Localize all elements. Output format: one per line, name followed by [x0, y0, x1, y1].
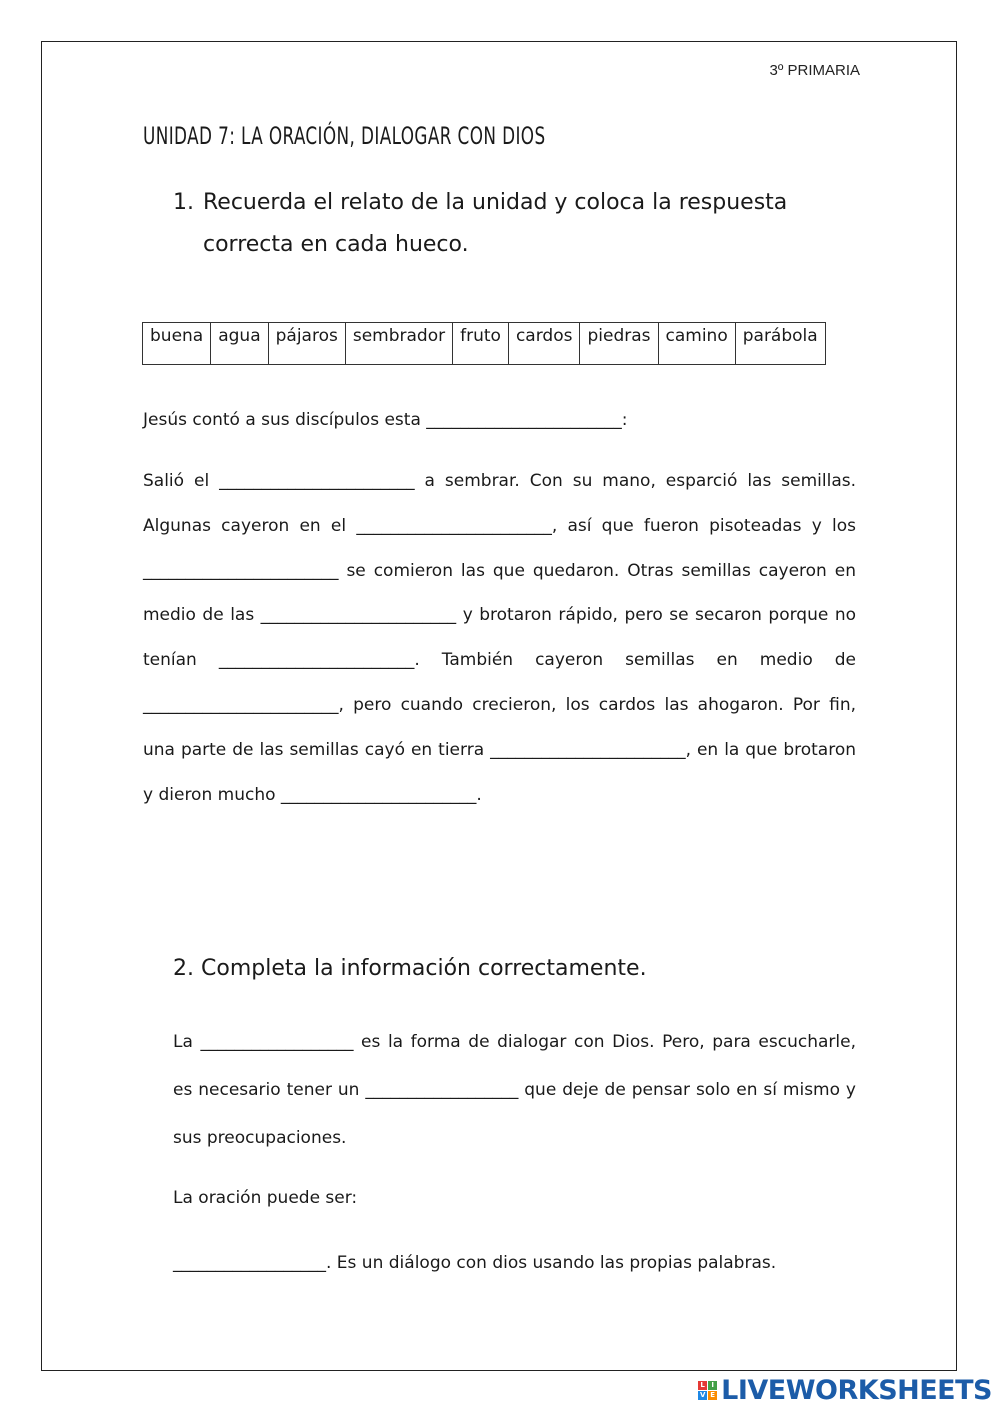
word-bank — [142, 322, 826, 365]
word-bank-item: sembrador — [345, 323, 452, 365]
question-2 — [173, 950, 647, 988]
logo-letter: L — [698, 1381, 707, 1390]
word-bank-item: camino — [658, 323, 735, 365]
logo-mark-icon — [698, 1381, 717, 1400]
unit-number: UNIDAD 7: — [143, 122, 236, 150]
prayer-type-1: __________________. Es un diálogo con dios usando las propias palabras. — [173, 1253, 777, 1273]
story-text: Salió el _______________________ a sembrar. Con su mano, esparció las semillas. Algunas cayeron en el _______________________, así que fueron pisoteadas y los _______________________ se comieron las que quedaron. Otras semillas cayeron en medio de las _______________________ y brotaron rápido, pero se secaron porque no tenían _______________________. También cayeron semillas en medio de _______________________, pero cuando crecieron, los cardos las ahogaron. Por fin, una parte de las semillas cayó en tierra _______________________, en la que brotaron y dieron mucho _______________________. — [143, 471, 856, 805]
logo-brand-text: LIVEWORKSHEETS — [721, 1374, 992, 1406]
unit-title — [143, 122, 546, 150]
question-1-number: 1. — [173, 190, 194, 215]
question-2-number: 2. — [173, 956, 194, 981]
unit-topic: LA ORACIÓN, DIALOGAR CON DIOS — [241, 122, 546, 150]
liveworksheets-logo[interactable] — [698, 1373, 992, 1407]
logo-letter: E — [708, 1391, 717, 1400]
question-1-text: Recuerda el relato de la unidad y coloca la respuesta correcta en cada hueco. — [203, 190, 788, 257]
question-2-text: Completa la información correctamente. — [201, 956, 647, 981]
word-bank-item: fruto — [453, 323, 509, 365]
logo-letter: I — [708, 1381, 717, 1390]
word-bank-item: parábola — [735, 323, 825, 365]
grade-label: 3º PRIMARIA — [769, 62, 860, 79]
question-1 — [173, 182, 853, 266]
word-bank-item: agua — [211, 323, 268, 365]
word-bank-item: cardos — [508, 323, 580, 365]
story-intro: Jesús contó a sus discípulos esta _______________________: — [143, 410, 628, 430]
word-bank-item: pájaros — [268, 323, 345, 365]
logo-letter: V — [699, 1391, 706, 1399]
prayer-paragraph: La __________________ es la forma de dialogar con Dios. Pero, para escucharle, es necesario tener un __________________ que deje de pensar solo en sí mismo y sus preocupaciones. — [173, 1032, 856, 1148]
word-bank-item: piedras — [580, 323, 658, 365]
prayer-types-intro: La oración puede ser: — [173, 1188, 358, 1208]
word-bank-item: buena — [143, 323, 211, 365]
